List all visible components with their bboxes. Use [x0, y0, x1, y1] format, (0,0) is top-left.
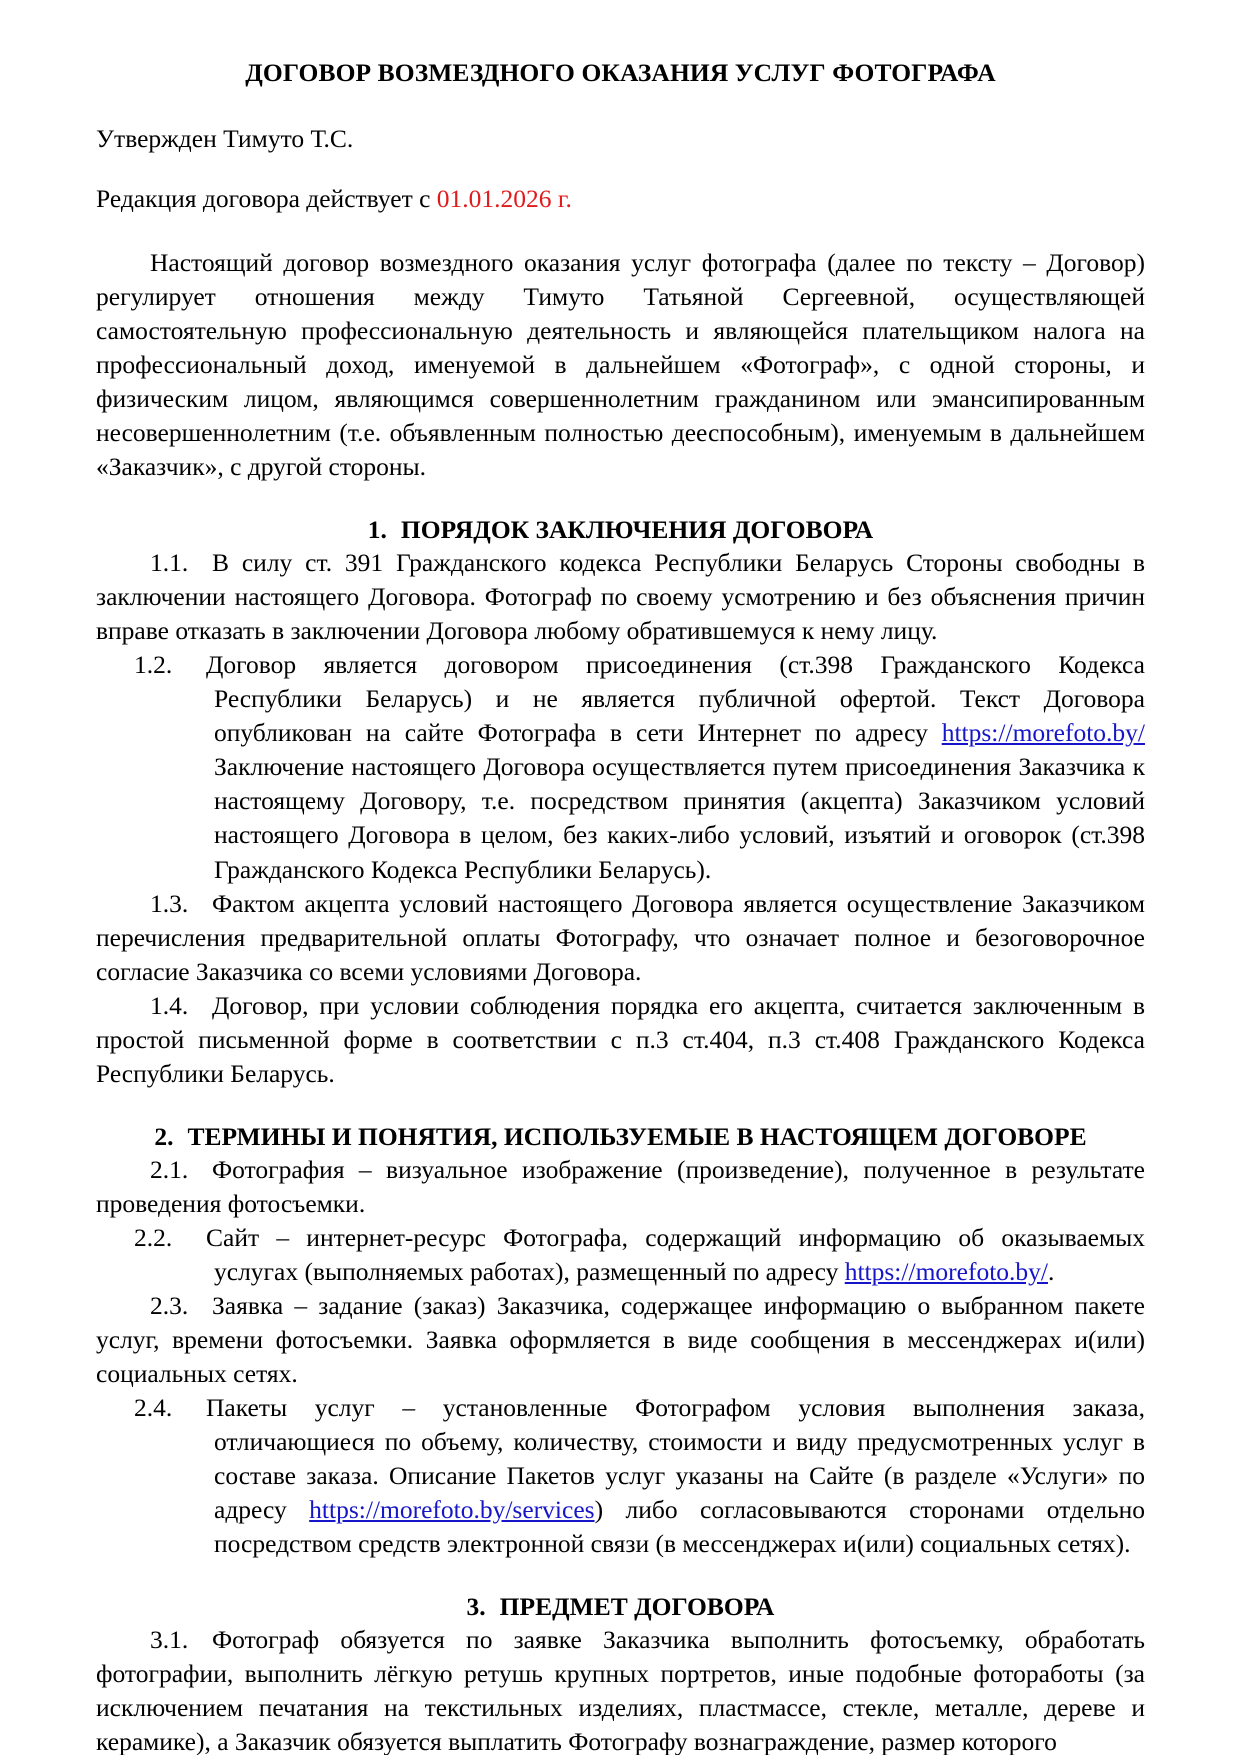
clause-number: 2.2. — [134, 1222, 173, 1252]
clause-number: 2.4. — [134, 1392, 173, 1422]
section-heading-1 — [96, 514, 1145, 546]
clause-number: 3.1. — [150, 1624, 189, 1654]
clause-text: Договор является договором присоединения (ст.398 Гражданского Кодекса Республики Беларусь) и не является публичной офертой. Текст Договора опубликован на сайте Фотографа в сети Интернет по адресу — [206, 650, 1145, 748]
clause-1.2 — [96, 648, 1145, 886]
section-title: ПРЕДМЕТ ДОГОВОРА — [499, 1591, 775, 1621]
external-link[interactable]: https://morefoto.by/ — [844, 1256, 1048, 1286]
edition-date-line — [96, 182, 1145, 216]
section-title: ТЕРМИНЫ И ПОНЯТИЯ, ИСПОЛЬЗУЕМЫЕ В НАСТОЯЩЕМ ДОГОВОРЕ — [187, 1121, 1087, 1151]
edition-date-value: 01.01.2026 г. — [436, 184, 572, 214]
approved-by-line: Утвержден Тимуто Т.С. — [96, 124, 354, 154]
section-number: 2. — [154, 1121, 174, 1151]
clause-text: Фотография – визуальное изображение (произведение), полученное в результате проведения фотосъемки. — [96, 1154, 1145, 1218]
clause-number: 1.2. — [134, 650, 173, 680]
page-title: ДОГОВОР ВОЗМЕЗДНОГО ОКАЗАНИЯ УСЛУГ ФОТОГРАФА — [245, 58, 996, 87]
section-heading-3 — [96, 1591, 1145, 1623]
clause-number: 2.3. — [150, 1290, 189, 1320]
clause-text: Заявка – задание (заказ) Заказчика, содержащее информацию о выбранном пакете услуг, времени фотосъемки. Заявка оформляется в виде сообщения в мессенджерах и(или) социальных сетях. — [96, 1290, 1145, 1388]
external-link[interactable]: https://morefoto.by/services — [309, 1494, 595, 1524]
clause-text: В силу ст. 391 Гражданского кодекса Республики Беларусь Стороны свободны в заключении настоящего Договора. Фотограф по своему усмотрению и без объяснения причин вправе отказать в заключении Договора любому обратившемуся к нему лицу. — [96, 548, 1145, 646]
clause-text: Пакеты услуг – установленные Фотографом условия выполнения заказа, отличающиеся по объему, количеству, стоимости и виду предусмотренных услуг в составе заказа. Описание Пакетов услуг указаны на Сайте (в разделе «Услуги» по адресу — [206, 1392, 1145, 1524]
section-number: 1. — [367, 515, 387, 545]
clause-text-continued: ) либо согласовываются сторонами отдельно посредством средств электронной связи (в мессенджерах и(или) социальных сетях). — [214, 1494, 1145, 1558]
clause-text: Фотограф обязуется по заявке Заказчика выполнить фотосъемку, обработать фотографии, выполнить лёгкую ретушь крупных портретов, иные подобные фотоработы (за исключением печатания на текстильных изделиях, пластмассе, стекле, металле, дереве и керамике), а Заказчик обязуется выплатить Фотографу вознаграждение, размер которого — [96, 1624, 1145, 1755]
clause-text: Фактом акцепта условий настоящего Договора является осуществление Заказчиком перечисления предварительной оплаты Фотографу, что означает полное и безоговорочное согласие Заказчика со всеми условиями Договора. — [96, 888, 1145, 986]
edition-prefix-text: Редакция договора действует с — [96, 184, 437, 214]
clause-2.4 — [96, 1391, 1145, 1561]
intro-paragraph: Настоящий договор возмездного оказания услуг фотографа (далее по тексту – Договор) регулирует отношения между Тимуто Татьяной Сергеевной, осуществляющей самостоятельную профессиональную деятельность и являющейся плательщиком налога на профессиональный доход, именуемой в дальнейшем «Фотограф», с одной стороны, и физическим лицом, являющимся совершеннолетним гражданином или эмансипированным несовершеннолетним (т.е. объявленным полностью дееспособным), именуемым в дальнейшем «Заказчик», с другой стороны. — [96, 248, 1145, 482]
clause-number: 2.1. — [150, 1154, 189, 1184]
clause-2.2 — [96, 1221, 1145, 1289]
clause-text: Сайт – интернет-ресурс Фотографа, содержащий информацию об оказываемых услугах (выполняемых работах), размещенный по адресу — [206, 1222, 1145, 1286]
clause-1.3 — [96, 887, 1145, 989]
clause-text-continued: Заключение настоящего Договора осуществляется путем присоединения Заказчика к настоящему Договору, т.е. посредством принятия (акцепта) Заказчиком условий настоящего Договора в целом, без каких-либо условий, изъятий и оговорок (ст.398 Гражданского Кодекса Республики Беларусь). — [214, 752, 1145, 884]
external-link[interactable]: https://morefoto.by/ — [941, 718, 1145, 748]
clause-text-continued: . — [1048, 1256, 1055, 1286]
sections-container — [96, 514, 1145, 1755]
section-heading-2 — [96, 1121, 1145, 1153]
clause-1.4 — [96, 989, 1145, 1091]
clause-number: 1.1. — [150, 548, 189, 578]
clause-text: Договор, при условии соблюдения порядка его акцепта, считается заключенным в простой письменной форме в соответствии с п.3 ст.404, п.3 ст.408 Гражданского Кодекса Республики Беларусь. — [96, 990, 1145, 1088]
clause-number: 1.4. — [150, 990, 189, 1020]
clause-2.1 — [96, 1153, 1145, 1221]
clause-1.1 — [96, 546, 1145, 648]
clause-3.1 — [96, 1623, 1145, 1755]
clause-2.3 — [96, 1289, 1145, 1391]
clause-number: 1.3. — [150, 888, 189, 918]
section-title: ПОРЯДОК ЗАКЛЮЧЕНИЯ ДОГОВОРА — [400, 515, 874, 545]
section-number: 3. — [466, 1591, 486, 1621]
